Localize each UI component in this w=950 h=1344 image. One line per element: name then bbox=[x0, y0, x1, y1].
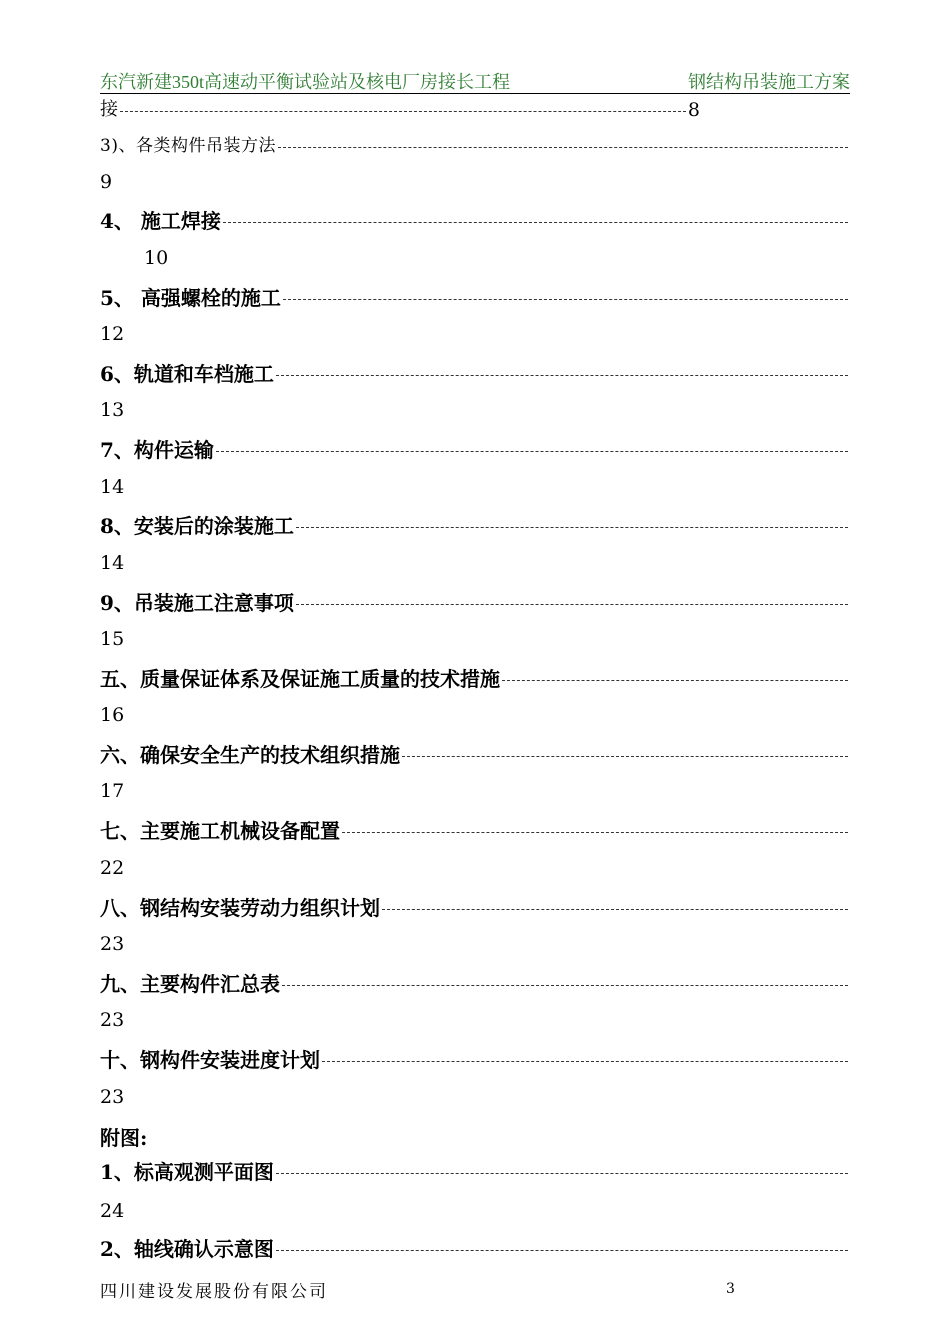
toc-entry-title: 接 bbox=[100, 99, 118, 120]
toc-entry-page: 13 bbox=[100, 399, 125, 421]
toc-entry[interactable] bbox=[100, 892, 850, 922]
toc-entry-page: 15 bbox=[100, 628, 125, 650]
toc-entry-title: 5、 高强螺栓的施工 bbox=[100, 286, 281, 310]
toc-entry-page: 23 bbox=[100, 1009, 125, 1031]
toc-leader-dashes bbox=[283, 299, 848, 300]
toc-entry-page: 22 bbox=[100, 857, 125, 879]
toc-entry[interactable] bbox=[100, 1044, 850, 1074]
toc-entry-title: 7、构件运输 bbox=[100, 438, 214, 462]
toc-entry-page: 14 bbox=[100, 476, 125, 498]
toc-entry-page: 17 bbox=[100, 780, 125, 802]
toc-leader-dashes bbox=[342, 832, 848, 833]
header-project-title: 东汽新建350t高速动平衡试验站及核电厂房接长工程 bbox=[100, 72, 510, 92]
toc-entry-title: 4、 施工焊接 bbox=[100, 209, 221, 233]
toc-entry-title: 6、轨道和车档施工 bbox=[100, 362, 274, 386]
toc-leader-dashes bbox=[402, 756, 848, 757]
toc-leader-dashes bbox=[276, 375, 848, 376]
toc-entry[interactable] bbox=[100, 968, 850, 998]
toc-entry[interactable] bbox=[100, 587, 850, 617]
toc-leader-dashes bbox=[382, 909, 848, 910]
toc-entry-page: 9 bbox=[100, 171, 113, 193]
toc-entry[interactable] bbox=[100, 282, 850, 312]
header-document-title: 钢结构吊装施工方案 bbox=[688, 72, 850, 92]
toc-entry[interactable] bbox=[100, 1156, 850, 1186]
toc-entry-page: 23 bbox=[100, 1086, 125, 1108]
toc-leader-dashes bbox=[223, 222, 848, 223]
toc-entry[interactable] bbox=[100, 358, 850, 388]
toc-leader-dashes bbox=[322, 1061, 848, 1062]
toc-entry-title: 九、主要构件汇总表 bbox=[100, 972, 280, 996]
toc-entry-page: 14 bbox=[100, 552, 125, 574]
toc-leader-dashes bbox=[296, 604, 848, 605]
toc-leader-dashes bbox=[502, 680, 848, 681]
toc-entry-title: 9、吊装施工注意事项 bbox=[100, 591, 294, 615]
toc-leader-dashes bbox=[276, 1250, 848, 1251]
footer-company-name: 四川建设发展股份有限公司 bbox=[100, 1282, 328, 1302]
toc-leader-dashes bbox=[216, 451, 848, 452]
toc-leader-dashes bbox=[276, 1173, 848, 1174]
toc-entry-title: 八、钢结构安装劳动力组织计划 bbox=[100, 896, 380, 920]
toc-entry-title: 8、安装后的涂装施工 bbox=[100, 514, 294, 538]
toc-leader-dashes bbox=[282, 985, 848, 986]
toc-leader-dashes bbox=[120, 111, 686, 112]
toc-entry[interactable] bbox=[100, 815, 850, 845]
toc-entry[interactable] bbox=[100, 205, 850, 235]
toc-entry-page: 10 bbox=[144, 247, 169, 269]
toc-entry-title: 六、确保安全生产的技术组织措施 bbox=[100, 743, 400, 767]
appendix-heading: 附图: bbox=[100, 1126, 148, 1150]
toc-entry[interactable] bbox=[100, 663, 850, 693]
toc-entry[interactable] bbox=[100, 739, 850, 769]
toc-entry-title: 3)、各类构件吊装方法 bbox=[100, 136, 276, 156]
toc-entry-title: 十、钢构件安装进度计划 bbox=[100, 1048, 320, 1072]
toc-entry-page: 16 bbox=[100, 704, 125, 726]
toc-entry[interactable] bbox=[100, 1233, 850, 1263]
toc-entry[interactable] bbox=[100, 434, 850, 464]
toc-entry-page: 24 bbox=[100, 1200, 125, 1222]
toc-entry-title: 五、质量保证体系及保证施工质量的技术措施 bbox=[100, 667, 500, 691]
toc-entry-title: 2、轴线确认示意图 bbox=[100, 1237, 274, 1261]
toc-entry-page: 12 bbox=[100, 323, 125, 345]
toc-leader-dashes bbox=[296, 527, 848, 528]
toc-entry[interactable] bbox=[100, 510, 850, 540]
toc-leader-dashes bbox=[278, 147, 848, 148]
toc-entry[interactable] bbox=[100, 94, 700, 124]
page-header bbox=[100, 66, 850, 94]
footer-page-number: 3 bbox=[726, 1281, 735, 1297]
toc-entry-page: 8 bbox=[687, 99, 700, 121]
toc-entry-title: 七、主要施工机械设备配置 bbox=[100, 819, 340, 843]
toc-entry-page: 23 bbox=[100, 933, 125, 955]
toc-entry-title: 1、标高观测平面图 bbox=[100, 1160, 274, 1184]
toc-entry[interactable] bbox=[100, 130, 850, 160]
